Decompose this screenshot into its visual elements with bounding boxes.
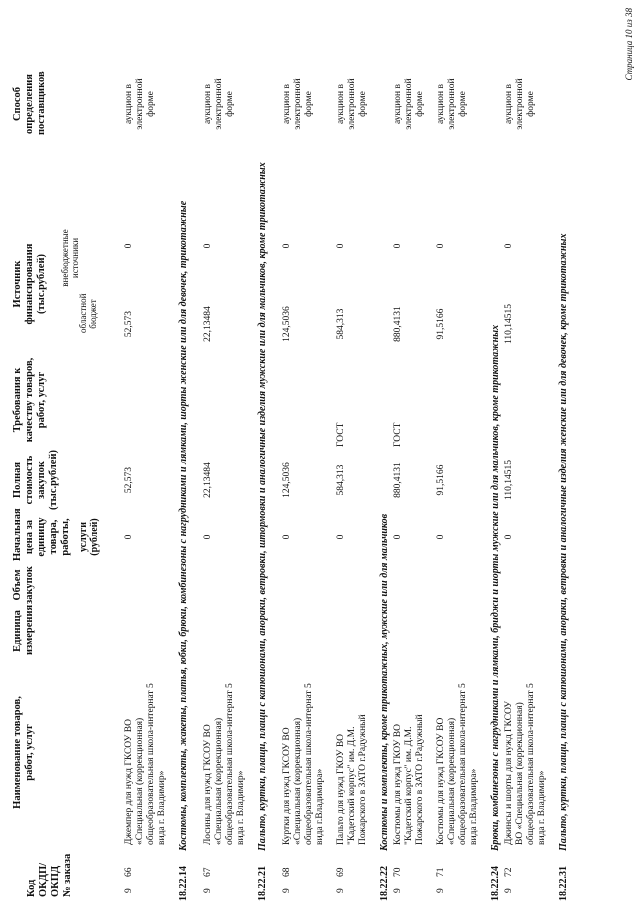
row-number: 9 — [124, 888, 134, 893]
section-code: 18.22.22 — [379, 866, 390, 901]
full-cost: 110,14515 — [504, 459, 514, 501]
financing-extra: 0 — [393, 243, 403, 249]
financing-oblast: 91,5166 — [436, 308, 446, 340]
section-heading — [558, 6, 569, 901]
row-index: 68 — [282, 867, 292, 877]
unit-price: 0 — [282, 534, 292, 540]
financing-extra: 0 — [336, 243, 346, 249]
unit-price: 0 — [504, 534, 514, 540]
unit-price: 0 — [203, 534, 213, 540]
quality-requirement: ГОСТ — [336, 422, 346, 447]
financing-oblast: 52,573 — [124, 310, 134, 338]
header-financing-oblast: областной бюджет — [78, 293, 98, 333]
section-heading — [490, 6, 501, 901]
item-name: Джемпер для нужд ГКСОУ ВО «Специальная (коррекционная) общеобразовательная школа-интернат 5 вида г. Владимир» — [124, 683, 167, 845]
row-index: 72 — [504, 867, 514, 877]
procurement-method: аукцион в электронной форме — [393, 78, 425, 130]
section-heading — [257, 6, 268, 901]
procurement-method: аукцион в электронной форме — [282, 78, 314, 130]
financing-extra: 0 — [124, 243, 134, 249]
procurement-method: аукцион в электронной форме — [124, 78, 156, 130]
financing-extra: 0 — [436, 243, 446, 249]
full-cost: 91,5166 — [436, 464, 446, 496]
item-name: Пальто для нужд ГКОУ ВО "Кадетский корпус" им. Д.М. Пожарского в ЗАТО г.Радужный — [336, 714, 368, 845]
header-price-sub: услуги (рублей) — [78, 518, 100, 556]
procurement-method: аукцион в электронной форме — [336, 78, 368, 130]
quality-requirement: ГОСТ — [393, 422, 403, 447]
unit-price: 0 — [336, 534, 346, 540]
section-title: Пальто, куртки, плащи, плащи с капюшонами, анораки, ветровки, штормовки и аналогичные изделия мужские или для мальчиков, кроме трикотажных — [257, 162, 268, 851]
procurement-method: аукцион в электронной форме — [436, 78, 468, 130]
section-code: 18.22.24 — [490, 866, 501, 901]
section-heading — [379, 6, 390, 901]
full-cost: 584,313 — [336, 464, 346, 496]
financing-extra: 0 — [282, 243, 292, 249]
header-volume: Объем закупок — [12, 566, 35, 604]
table-header — [12, 0, 102, 905]
header-requirements: Требования к качеству товаров, работ, услуг — [12, 357, 47, 443]
financing-oblast: 22,13484 — [203, 306, 213, 342]
item-name: Куртки для нужд ГКСОУ ВО «Специальная (коррекционная) общеобразовательная школа-интернат 5 вида г.Владимира» — [282, 683, 325, 845]
full-cost: 880,4131 — [393, 462, 403, 498]
financing-extra: 0 — [203, 243, 213, 249]
row-index: 67 — [203, 867, 213, 877]
row-number: 9 — [436, 888, 446, 893]
row-number: 9 — [203, 888, 213, 893]
row-number: 9 — [393, 888, 403, 893]
header-price: Начальная цена за единицу товара, работы, — [12, 508, 71, 561]
unit-price: 0 — [124, 534, 134, 540]
row-number: 9 — [504, 888, 514, 893]
financing-oblast: 880,4131 — [393, 306, 403, 342]
financing-oblast: 584,313 — [336, 308, 346, 340]
unit-price: 0 — [393, 534, 403, 540]
procurement-method: аукцион в электронной форме — [203, 78, 235, 130]
row-index: 71 — [436, 867, 446, 877]
financing-oblast: 124,5036 — [282, 306, 292, 342]
section-title: Костюмы и комплекты, кроме трикотажных, мужские или для мальчиков — [379, 513, 390, 851]
section-title: Пальто, куртки, плащи, плащи с капюшонами, анораки, ветровки и аналогичные изделия женские или для девочек, кроме трикотажных — [558, 233, 569, 851]
header-code: Код ОКДП/ ОКПД № заказа — [26, 853, 73, 897]
header-name: Наименование товаров, работ, услуг — [12, 696, 35, 809]
financing-extra: 0 — [504, 243, 514, 249]
full-cost: 52,573 — [124, 466, 134, 494]
item-name: Лосины для нужд ГКСОУ ВО «Специальная (коррекционная) общеобразовательная школа-интернат 5 вида г. Владимир» — [203, 683, 246, 845]
section-code: 18.22.14 — [178, 866, 189, 901]
header-full-cost: Полная стоимость закупок (тыс.рублей) — [12, 449, 59, 511]
section-heading — [178, 6, 189, 901]
full-cost: 22,13484 — [203, 462, 213, 498]
header-financing: Источник финансирования (тыс.рублей) — [12, 243, 47, 325]
unit-price: 0 — [436, 534, 446, 540]
item-name: Костюмы для нужд ГКСОУ ВО «Специальная (коррекционная) общеобразовательная школа-интернат 5 вида г.Владимира» — [436, 683, 479, 845]
header-financing-extra: внебюджетные источники — [60, 229, 80, 287]
row-number: 9 — [336, 888, 346, 893]
procurement-method: аукцион в электронной форме — [504, 78, 536, 130]
section-title: Костюмы, комплекты, жакеты, платья, юбки, брюки, комбинезоны с нагрудниками и лямками, шорты женские или для девочек, трикотажные — [178, 200, 189, 851]
header-method: Способ определения поставщиков — [12, 71, 47, 135]
row-index: 69 — [336, 867, 346, 877]
section-title: Брюки, комбинезоны с нагрудниками и лямками, бриджи и шорты мужские или для мальчиков, кроме трикотажных — [490, 324, 501, 851]
section-code: 18.22.31 — [558, 866, 569, 901]
section-code: 18.22.21 — [257, 866, 268, 901]
full-cost: 124,5036 — [282, 462, 292, 498]
item-name: Джинсы и шорты для нужд ГКСОУ ВО «Специальная (коррекционная) общеобразовательная школа-интернат 5 вида г. Владимир» — [504, 683, 547, 845]
header-unit: Единица измерения — [12, 604, 35, 655]
item-name: Костюмы для нужд ГКОУ ВО "Кадетский корпус" им. Д.М. Пожарского в ЗАТО г.Радужный — [393, 714, 425, 845]
page-number: Страница 10 из 38 — [624, 8, 634, 81]
row-index: 66 — [124, 867, 134, 877]
row-index: 70 — [393, 867, 403, 877]
row-number: 9 — [282, 888, 292, 893]
financing-oblast: 110,14515 — [504, 303, 514, 345]
